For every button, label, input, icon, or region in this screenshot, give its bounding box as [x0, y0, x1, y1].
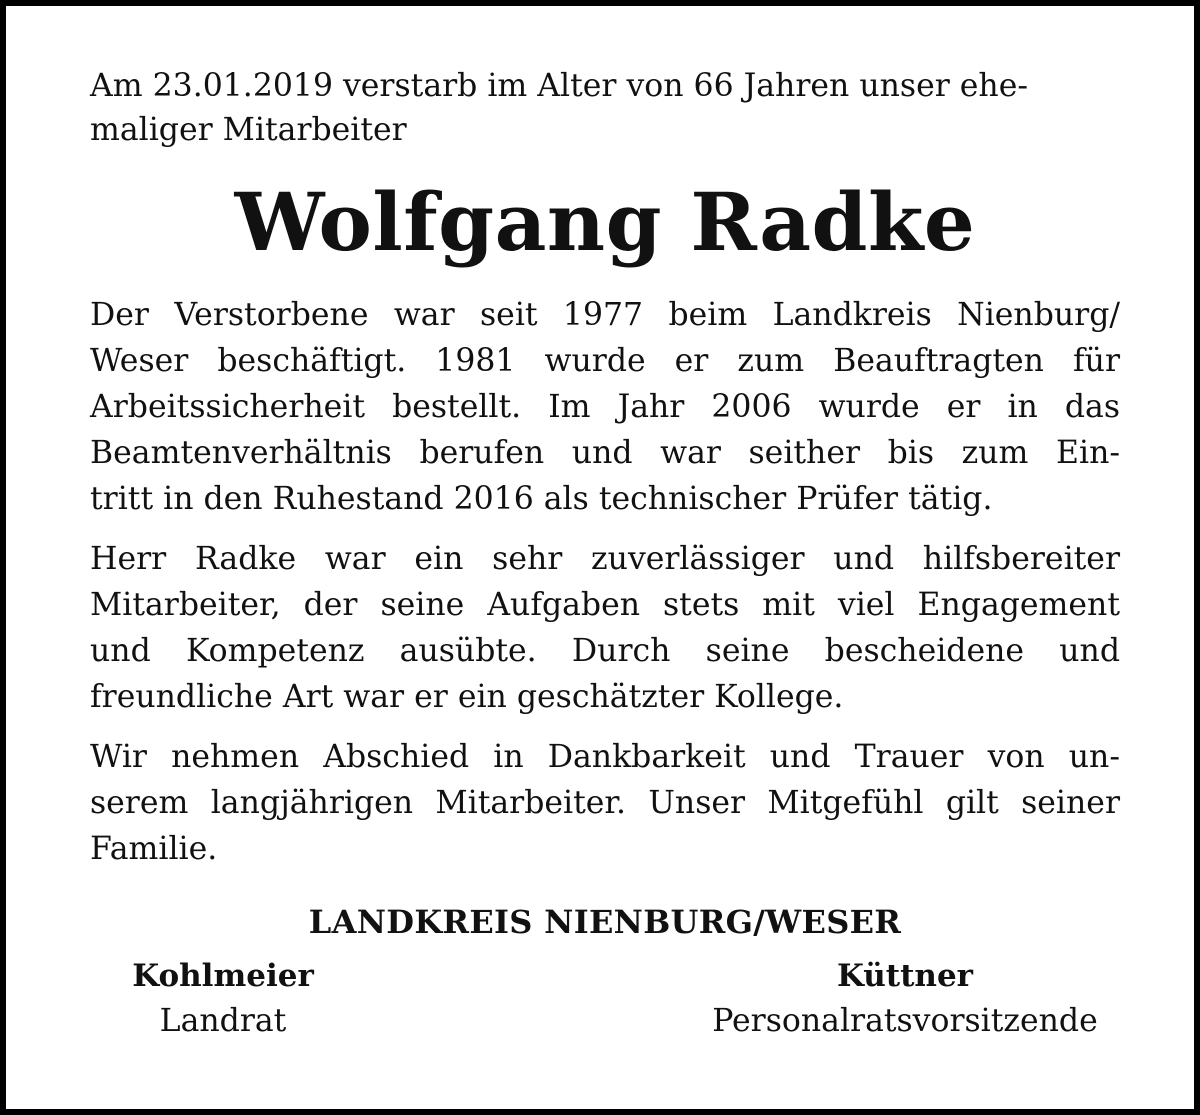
text-line: Familie. [90, 831, 218, 867]
signature-block [90, 954, 1120, 1054]
signer-right [690, 954, 1120, 1044]
signer-name: Küttner [836, 958, 974, 994]
paragraph-career [90, 292, 1120, 522]
intro-line: Am 23.01.2019 verstarb im Alter von 66 Jahren unser ehe- [90, 68, 1029, 104]
text-line: Herr Radke war ein sehr zuverlässiger und hilfsbereiter [90, 541, 1120, 577]
text-line: freundliche Art war er ein geschätzter Kollege. [90, 679, 844, 715]
text-line: Wir nehmen Abschied in Dankbarkeit und Trauer von un- [90, 739, 1120, 775]
deceased-name: Wolfgang Radke [234, 175, 976, 269]
paragraph-farewell [90, 734, 1120, 872]
text-line: und Kompetenz ausübte. Durch seine bescheidene und [90, 633, 1120, 669]
text-line: Der Verstorbene war seit 1977 beim Landkreis Nienburg/ [90, 297, 1120, 333]
text-line: Weser beschäftigt. 1981 wurde er zum Beauftragten für [90, 343, 1120, 379]
intro-text [90, 64, 1120, 152]
paragraph-character [90, 536, 1120, 720]
text-line: tritt in den Ruhestand 2016 als technischer Prüfer tätig. [90, 481, 993, 517]
signer-left [108, 954, 338, 1044]
text-line: Arbeitssicherheit bestellt. Im Jahr 2006 wurde er in das [90, 389, 1120, 425]
text-line: Mitarbeiter, der seine Aufgaben stets mit viel Engagement [90, 587, 1120, 623]
text-line: serem langjährigen Mitarbeiter. Unser Mitgefühl gilt seiner [90, 785, 1120, 821]
intro-line: maliger Mitarbeiter [90, 112, 407, 148]
organization-name: LANDKREIS NIENBURG/WESER [308, 903, 902, 941]
text-line: Beamtenverhältnis berufen und war seither bis zum Ein- [90, 435, 1120, 471]
signer-name: Kohlmeier [132, 958, 314, 994]
signer-role: Personalratsvorsitzende [712, 1003, 1098, 1039]
notice-content [90, 64, 1120, 1054]
signer-role: Landrat [159, 1003, 287, 1039]
